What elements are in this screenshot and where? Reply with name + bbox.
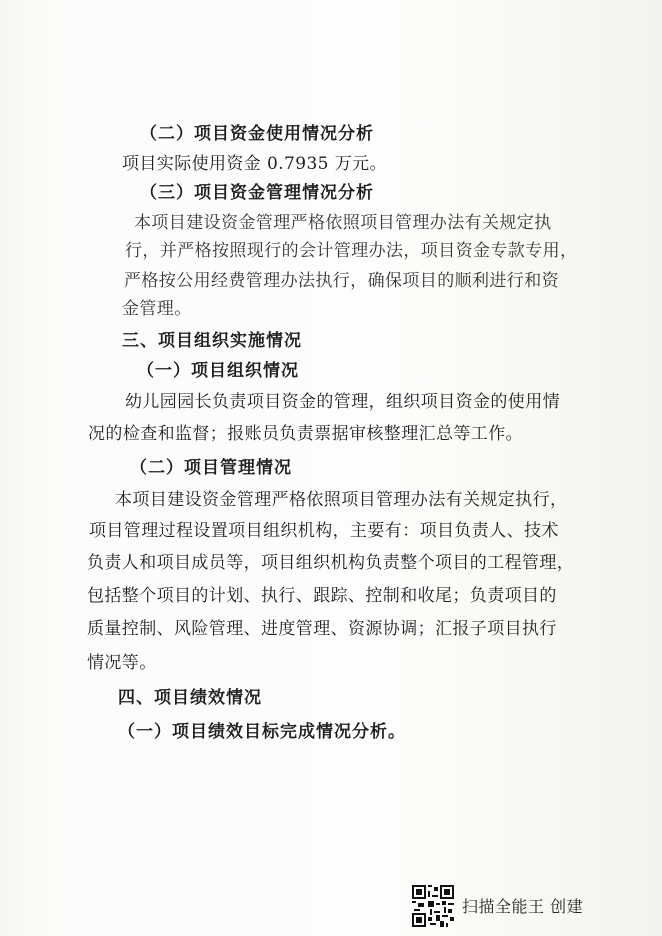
section-heading: （三）项目资金管理情况分析	[140, 183, 374, 203]
chapter-heading: 四、项目绩效情况	[118, 688, 262, 708]
body-line: 金管理。	[122, 299, 192, 319]
body-line: 负责人和项目成员等，项目组织机构负责整个项目的工程管理，	[87, 553, 575, 573]
section-heading: （二）项目管理情况	[130, 458, 292, 478]
section-heading: （一）项目绩效目标完成情况分析。	[118, 722, 406, 742]
scanner-watermark	[412, 885, 602, 929]
body-line: 项目实际使用资金 0.7935 万元。	[122, 154, 387, 174]
body-line: 严格按公用经费管理办法执行，确保项目的顺利进行和资	[124, 271, 559, 291]
section-heading: （一）项目组织情况	[137, 361, 299, 381]
chapter-heading: 三、项目组织实施情况	[122, 331, 302, 351]
body-line: 情况等。	[87, 653, 157, 673]
qr-code-icon	[412, 885, 454, 927]
body-line: 幼儿园园长负责项目资金的管理，组织项目资金的使用情	[125, 392, 560, 412]
body-line: 包括整个项目的计划、执行、跟踪、控制和收尾；负责项目的	[87, 586, 557, 606]
body-line: 况的检查和监督；报账员负责票据审核整理汇总等工作。	[88, 424, 523, 444]
scanner-brand-text: 扫描全能王 创建	[462, 897, 584, 916]
body-line: 质量控制、风险管理、进度管理、资源协调；汇报子项目执行	[87, 619, 557, 639]
section-heading: （二）项目资金使用情况分析	[140, 124, 374, 144]
body-line: 本项目建设资金管理严格依照项目管理办法有关规定执	[134, 213, 552, 233]
body-line: 行，并严格按照现行的会计管理办法，项目资金专款专用，	[125, 241, 578, 261]
body-line: 本项目建设资金管理严格依照项目管理办法有关规定执行，	[115, 490, 568, 510]
body-line: 项目管理过程设置项目组织机构，主要有：项目负责人、技术	[89, 521, 559, 541]
